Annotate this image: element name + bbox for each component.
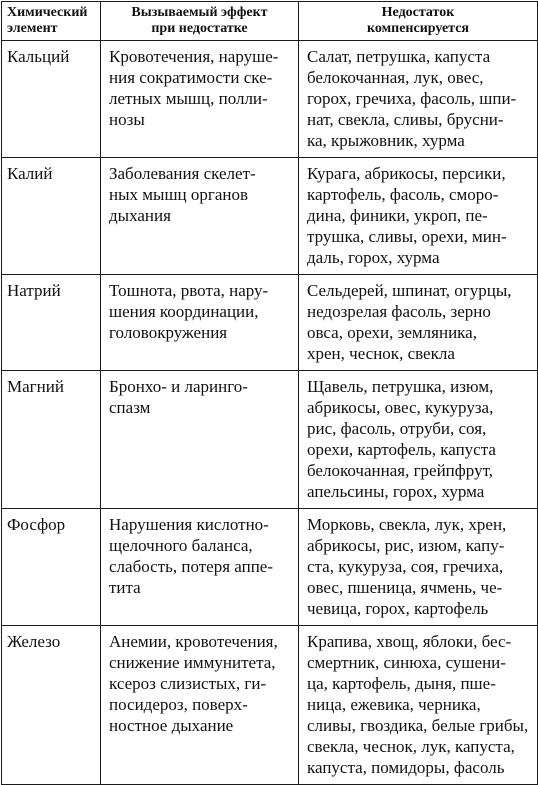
effect-cell-line: тита: [109, 578, 141, 597]
effect-cell-line: посидероз, поверх-: [109, 695, 248, 714]
compensation-cell-line: ста, кукуруза, соя, гречиха,: [307, 557, 504, 576]
table-row: [2, 158, 538, 275]
element-cell: Кальций: [2, 41, 101, 158]
compensation-cell-line: нат, свекла, сливы, брусни-: [307, 110, 504, 129]
compensation-cell-line: Курага, абрикосы, персики,: [307, 164, 506, 183]
compensation-cell-line: Сельдерей, шпинат, огурцы,: [307, 281, 512, 300]
nutrient-deficiency-table: [1, 1, 538, 785]
effect-cell-line: щелочного баланса,: [109, 536, 253, 555]
compensation-cell: [299, 626, 538, 785]
compensation-cell-line: белокочанная, грейпфрут,: [307, 461, 493, 480]
header-effect-line-2: при недостатке: [151, 21, 248, 36]
header-compensation: [299, 2, 538, 41]
compensation-cell-line: апельсины, горох, хурма: [307, 482, 485, 501]
table-row: [2, 509, 538, 626]
effect-cell-line: снижение иммунитета,: [109, 653, 276, 672]
header-element-line-1: Химический: [7, 5, 88, 20]
compensation-cell-line: абрикосы, овес, кукуруза,: [307, 398, 494, 417]
effect-cell: [101, 275, 299, 371]
compensation-cell-line: хрен, чеснок, свекла: [307, 344, 455, 363]
compensation-cell-line: ница, ежевика, черника,: [307, 695, 481, 714]
effect-cell: [101, 371, 299, 509]
header-effect: [101, 2, 299, 41]
effect-cell-line: дыхания: [109, 206, 171, 225]
effect-cell: [101, 509, 299, 626]
compensation-cell: [299, 158, 538, 275]
effect-cell-line: головокружения: [109, 323, 228, 342]
compensation-cell: [299, 41, 538, 158]
compensation-cell-line: овса, орехи, земляника,: [307, 323, 477, 342]
effect-cell-line: летных мышц, полли-: [109, 89, 268, 108]
compensation-cell-line: трушка, сливы, орехи, мин-: [307, 227, 507, 246]
compensation-cell: [299, 371, 538, 509]
compensation-cell-line: горох, гречиха, фасоль, шпи-: [307, 89, 517, 108]
compensation-cell-line: ка, крыжовник, хурма: [307, 131, 465, 150]
compensation-cell-line: Крапива, хвощ, яблоки, бес-: [307, 632, 512, 651]
compensation-cell-line: картофель, фасоль, сморо-: [307, 185, 499, 204]
compensation-cell-line: рис, фасоль, отруби, соя,: [307, 419, 487, 438]
compensation-cell-line: капуста, помидоры, фасоль: [307, 758, 505, 777]
effect-cell-line: ностное дыхание: [109, 716, 234, 735]
effect-cell: [101, 158, 299, 275]
compensation-cell: [299, 509, 538, 626]
compensation-cell-line: смертник, синюха, сушени-: [307, 653, 506, 672]
effect-cell-line: слабость, потеря аппе-: [109, 557, 274, 576]
header-compensation-line-2: компенсируется: [367, 21, 469, 36]
effect-cell-line: Заболевания скелет-: [109, 164, 256, 183]
element-cell: Фосфор: [2, 509, 101, 626]
table-row: [2, 275, 538, 371]
compensation-cell-line: абрикосы, рис, изюм, капу-: [307, 536, 505, 555]
compensation-cell-line: белокочанная, лук, овес,: [307, 68, 484, 87]
effect-cell-line: спазм: [109, 398, 151, 417]
header-compensation-line-1: Недостаток: [381, 5, 455, 20]
compensation-cell-line: свекла, чеснок, лук, капуста,: [307, 737, 515, 756]
effect-cell-line: Нарушения кислотно-: [109, 515, 269, 534]
element-cell: Калий: [2, 158, 101, 275]
compensation-cell-line: овес, пшеница, ячмень, че-: [307, 578, 503, 597]
element-cell: Натрий: [2, 275, 101, 371]
effect-cell-line: шения координации,: [109, 302, 259, 321]
effect-cell-line: Анемии, кровотечения,: [109, 632, 278, 651]
effect-cell-line: Кровотечения, наруше-: [109, 47, 279, 66]
table-row: [2, 41, 538, 158]
table-row: [2, 371, 538, 509]
effect-cell-line: ксероз слизистых, ги-: [109, 674, 267, 693]
header-row: [2, 2, 538, 41]
compensation-cell-line: чевица, горох, картофель: [307, 599, 489, 618]
effect-cell-line: ния сократимости ске-: [109, 68, 273, 87]
compensation-cell-line: ца, картофель, дыня, пше-: [307, 674, 496, 693]
compensation-cell-line: Щавель, петрушка, изюм,: [307, 377, 494, 396]
compensation-cell-line: сливы, гвоздика, белые грибы,: [307, 716, 529, 735]
compensation-cell-line: даль, горох, хурма: [307, 248, 440, 267]
compensation-cell-line: дина, финики, укроп, пе-: [307, 206, 488, 225]
header-element: [2, 2, 101, 41]
table-row: [2, 626, 538, 785]
header-effect-line-1: Вызываемый эффект: [131, 5, 268, 20]
header-element-line-2: элемент: [7, 21, 58, 36]
compensation-cell-line: орехи, картофель, капуста: [307, 440, 496, 459]
compensation-cell-line: недозрелая фасоль, зерно: [307, 302, 491, 321]
compensation-cell: [299, 275, 538, 371]
element-cell: Железо: [2, 626, 101, 785]
table-body: [2, 41, 538, 785]
effect-cell-line: нозы: [109, 110, 145, 129]
compensation-cell-line: Морковь, свекла, лук, хрен,: [307, 515, 507, 534]
effect-cell-line: Бронхо- и ларинго-: [109, 377, 248, 396]
effect-cell: [101, 626, 299, 785]
compensation-cell-line: Салат, петрушка, капуста: [307, 47, 491, 66]
effect-cell: [101, 41, 299, 158]
effect-cell-line: ных мышц органов: [109, 185, 249, 204]
effect-cell-line: Тошнота, рвота, нару-: [109, 281, 269, 300]
element-cell: Магний: [2, 371, 101, 509]
